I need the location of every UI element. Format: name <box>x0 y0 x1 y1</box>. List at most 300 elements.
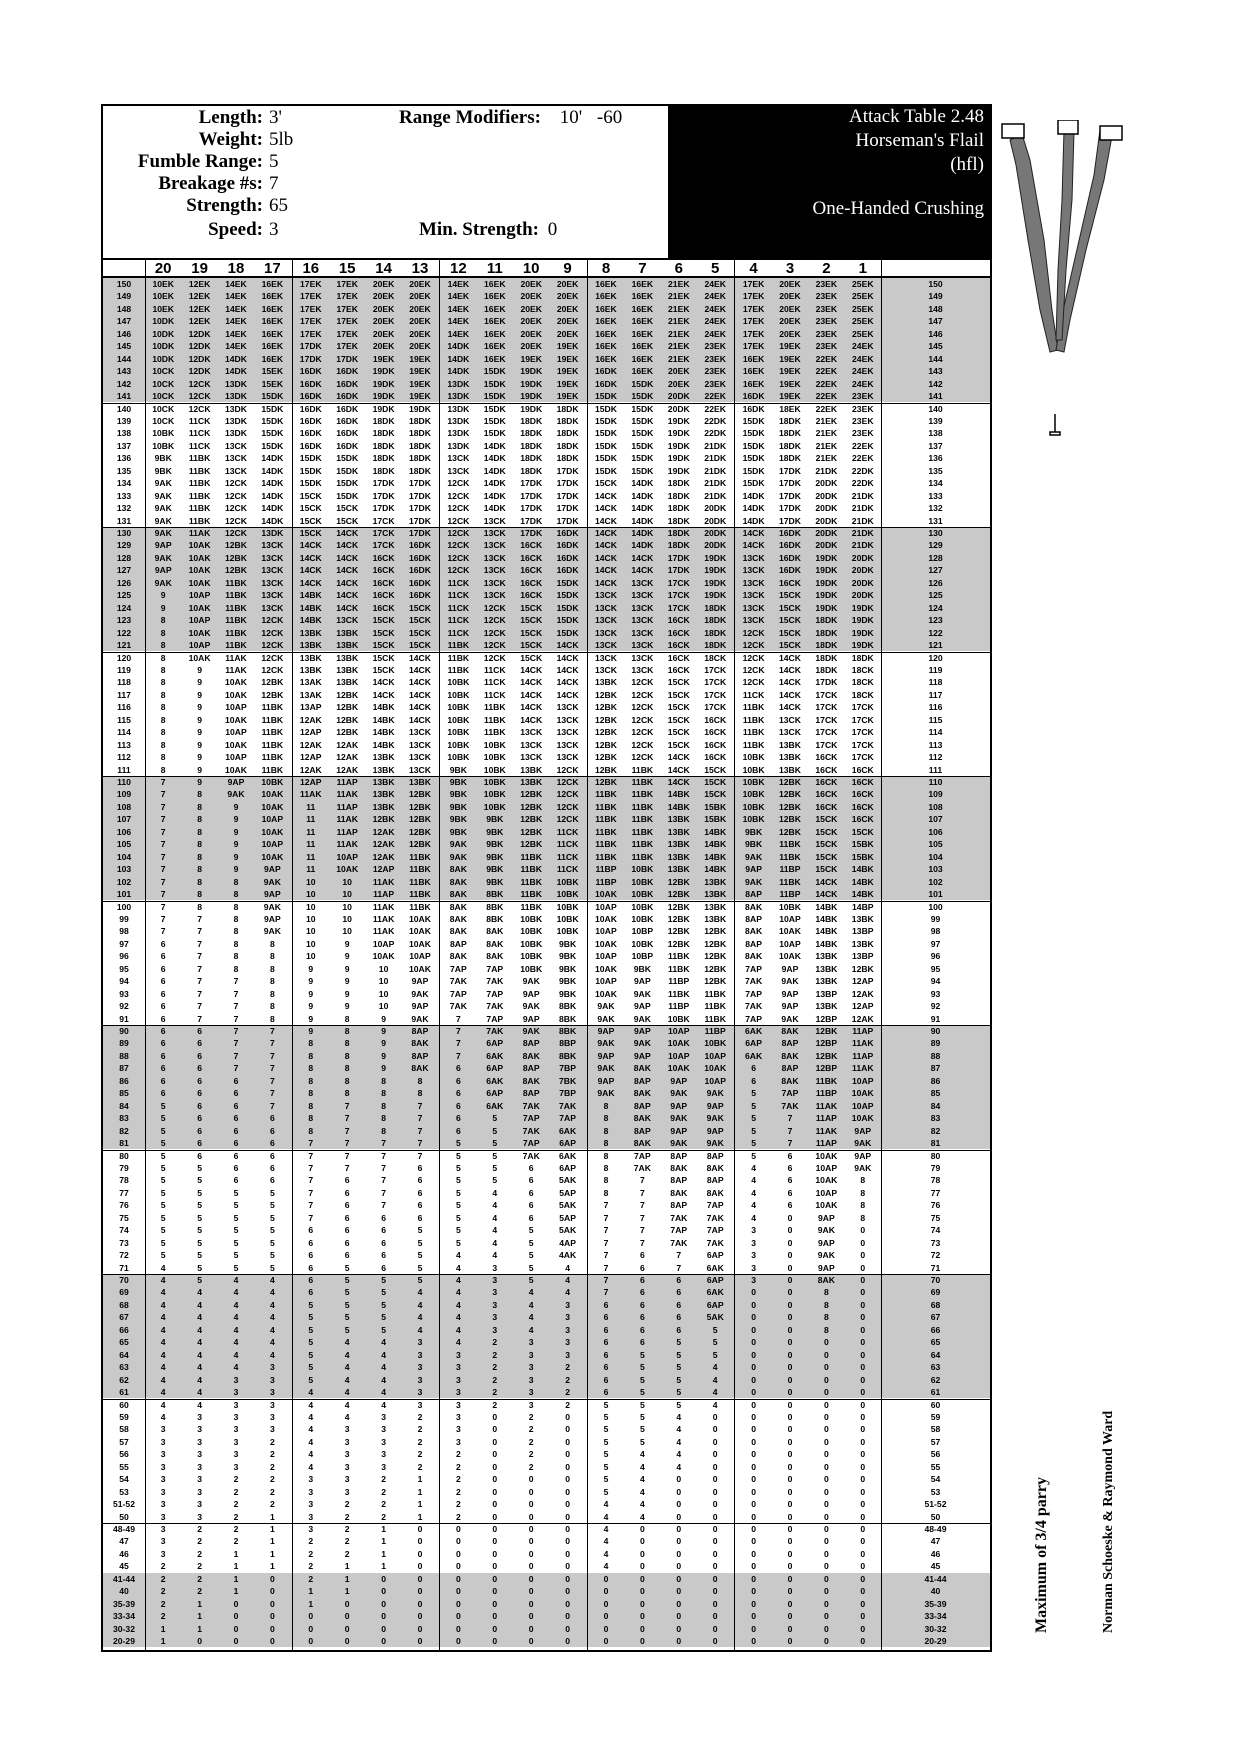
result-cell: 7 <box>639 1225 645 1236</box>
result-cell: 0 <box>787 1573 793 1584</box>
result-cell: 0 <box>787 1312 793 1323</box>
result-cell: 7 <box>639 1200 645 1211</box>
result-cell: 0 <box>492 1449 498 1460</box>
result-cell: 0 <box>233 1636 239 1647</box>
result-cell: 14BK <box>704 851 727 862</box>
result-cell: 1 <box>160 1623 166 1634</box>
result-cell: 21EK <box>668 316 690 327</box>
result-cell: 14DK <box>225 366 247 377</box>
result-cell: 0 <box>492 1511 498 1522</box>
result-cell: 9AK <box>633 1013 651 1024</box>
table-row <box>103 1374 990 1386</box>
result-cell: 11BK <box>595 851 617 862</box>
result-cell: 2 <box>160 1561 166 1572</box>
result-cell: 9 <box>344 951 350 962</box>
result-cell: 12CK <box>631 677 654 688</box>
result-cell: 11CK <box>556 839 579 850</box>
result-cell: 17DK <box>556 478 579 489</box>
result-cell: 6AP <box>745 1038 762 1049</box>
result-cell: 13CK <box>779 727 801 738</box>
result-cell: 8 <box>603 1150 609 1161</box>
result-cell: 0 <box>751 1362 756 1373</box>
result-cell: 0 <box>308 1611 314 1622</box>
result-cell: 0 <box>603 1598 609 1609</box>
result-cell: 17EK <box>742 279 765 289</box>
result-cell: 13BK <box>372 764 395 775</box>
result-cell: 18DK <box>372 428 395 439</box>
result-cell: 9AK <box>154 577 172 588</box>
result-cell: 18DK <box>372 415 395 426</box>
fumble-row <box>103 150 279 174</box>
result-cell: 15CK <box>520 652 543 663</box>
result-cell: 13BK <box>704 889 727 900</box>
result-cell: 11AP <box>373 889 395 900</box>
result-cell: 2 <box>269 1461 275 1472</box>
result-cell: 7AP <box>559 1113 576 1124</box>
result-cell: 16CK <box>667 640 690 651</box>
result-cell: 22EK <box>852 440 874 451</box>
result-cell: 15CK <box>520 615 543 626</box>
result-cell: 19EK <box>556 378 579 389</box>
result-cell: 8 <box>603 1113 609 1124</box>
result-cell: 24EK <box>852 378 874 389</box>
table-row <box>103 1112 990 1124</box>
result-cell: 18DK <box>372 453 395 464</box>
result-cell: 18DK <box>520 440 543 451</box>
result-cell: 12CK <box>483 652 506 663</box>
result-cell: 19EK <box>520 353 542 364</box>
result-cell: 0 <box>565 1536 570 1547</box>
result-cell: 18DK <box>520 465 543 476</box>
result-cell: 11BK <box>261 702 284 713</box>
result-cell: 4AK <box>558 1250 577 1261</box>
result-cell: 7 <box>197 976 202 987</box>
result-cell: 11BK <box>225 615 247 626</box>
roll-cell: 86 <box>119 1075 129 1086</box>
result-cell: 5 <box>381 1299 386 1310</box>
roll-cell-right: 98 <box>930 926 941 937</box>
result-cell: 11CK <box>556 864 579 875</box>
result-cell: 10BK <box>556 913 579 924</box>
result-cell: 16EK <box>595 303 617 314</box>
result-cell: 15CK <box>667 689 690 700</box>
result-cell: 9 <box>381 1026 386 1036</box>
result-cell: 7AK <box>449 976 467 987</box>
result-cell: 10BK <box>447 739 470 750</box>
result-cell: 22EK <box>815 366 838 377</box>
breakage-value: 7 <box>269 173 279 194</box>
result-cell: 16EK <box>595 279 617 289</box>
result-cell: 7AP <box>670 1225 688 1236</box>
result-cell: 0 <box>860 1262 866 1273</box>
result-cell: 5 <box>344 1324 350 1335</box>
result-cell: 3 <box>455 1411 461 1422</box>
result-cell: 10AP <box>188 640 211 651</box>
table-row <box>103 1137 990 1149</box>
result-cell: 10AK <box>409 963 431 974</box>
result-cell: 2 <box>565 1399 570 1410</box>
result-cell: 11 <box>306 814 316 825</box>
result-cell: 19EK <box>372 353 395 364</box>
result-cell: 5 <box>603 1486 609 1497</box>
column-header: 14 <box>375 260 392 277</box>
roll-cell-right: 50 <box>930 1511 941 1522</box>
result-cell: 13BK <box>815 976 838 987</box>
result-cell: 21EK <box>668 291 690 302</box>
result-cell: 5 <box>160 1200 166 1211</box>
result-cell: 24EK <box>704 279 726 289</box>
result-cell: 20DK <box>815 490 838 501</box>
result-cell: 8AP <box>706 1150 724 1161</box>
result-cell: 2 <box>197 1573 202 1584</box>
row-group-divider <box>103 1523 990 1524</box>
result-cell: 9AK <box>597 1001 615 1012</box>
roll-cell: 116 <box>117 702 131 713</box>
result-cell: 24EK <box>704 328 726 339</box>
result-cell: 0 <box>751 1349 756 1360</box>
result-cell: 14CK <box>815 889 838 900</box>
result-cell: 1 <box>233 1573 239 1584</box>
result-cell: 4 <box>751 1187 756 1198</box>
result-cell: 16DK <box>299 403 322 414</box>
result-cell: 0 <box>787 1461 793 1472</box>
result-cell: 9AK <box>854 1138 872 1149</box>
result-cell: 11AK <box>815 1125 838 1136</box>
result-cell: 7AP <box>486 963 504 974</box>
result-cell: 1 <box>381 1536 386 1547</box>
result-cell: 16DK <box>336 378 359 389</box>
result-cell: 17DK <box>336 353 359 364</box>
result-cell: 2 <box>269 1449 275 1460</box>
result-cell: 7 <box>160 864 166 875</box>
result-cell: 15DK <box>595 428 617 439</box>
result-cell: 10AP <box>852 1075 874 1086</box>
roll-cell-right: 40 <box>930 1586 941 1597</box>
result-cell: 5 <box>344 1299 350 1310</box>
result-cell: 7AK <box>558 1100 577 1111</box>
roll-cell-right: 95 <box>930 963 941 974</box>
result-cell: 16CK <box>372 552 395 563</box>
roll-cell-right: 135 <box>928 465 943 476</box>
result-cell: 16DK <box>299 366 322 377</box>
result-cell: 8AK <box>486 951 504 962</box>
result-cell: 11CK <box>188 440 211 451</box>
row-group-divider <box>103 652 990 653</box>
result-cell: 9 <box>233 801 239 812</box>
result-cell: 21DK <box>704 465 727 476</box>
result-cell: 11BK <box>779 839 801 850</box>
table-row <box>103 1037 990 1049</box>
result-cell: 3 <box>751 1237 756 1248</box>
result-cell: 19EK <box>556 366 579 377</box>
result-cell: 10AK <box>225 677 247 688</box>
result-cell: 16EK <box>484 279 506 289</box>
result-cell: 11AK <box>336 839 358 850</box>
result-cell: 16DK <box>336 428 359 439</box>
result-cell: 10BK <box>520 938 543 949</box>
result-cell: 12BK <box>336 689 359 700</box>
roll-cell-right: 79 <box>930 1162 941 1173</box>
result-cell: 17DK <box>779 490 801 501</box>
result-cell: 8 <box>197 801 202 812</box>
result-cell: 22EK <box>815 391 838 402</box>
result-cell: 4 <box>269 1349 275 1360</box>
result-cell: 9BK <box>558 988 577 999</box>
result-cell: 8AK <box>670 1162 688 1173</box>
result-cell: 14BK <box>851 889 874 900</box>
result-cell: 19EK <box>779 366 801 377</box>
result-cell: 15DK <box>261 403 284 414</box>
result-cell: 0 <box>787 1449 793 1460</box>
result-cell: 7AP <box>450 963 467 974</box>
result-cell: 10AK <box>409 938 431 949</box>
result-cell: 17DK <box>779 503 801 514</box>
result-cell: 7AK <box>633 1162 651 1173</box>
result-cell: 0 <box>639 1548 645 1559</box>
result-cell: 8 <box>603 1162 609 1173</box>
result-cell: 9AK <box>706 1113 724 1124</box>
result-cell: 12BK <box>336 702 359 713</box>
roll-cell: 68 <box>119 1299 129 1310</box>
result-cell: 0 <box>676 1511 682 1522</box>
result-cell: 15CK <box>372 615 395 626</box>
result-cell: 5 <box>639 1411 645 1422</box>
result-cell: 6 <box>197 1063 202 1074</box>
result-cell: 0 <box>751 1324 756 1335</box>
result-cell: 18DK <box>409 465 431 476</box>
result-cell: 16CK <box>520 577 543 588</box>
result-cell: 20EK <box>372 316 395 327</box>
result-cell: 4 <box>233 1362 239 1373</box>
result-cell: 9AP <box>264 889 281 900</box>
result-cell: 11BK <box>704 1013 726 1024</box>
result-cell: 9 <box>197 777 202 787</box>
result-cell: 11AP <box>815 1113 837 1124</box>
result-cell: 17DK <box>409 478 431 489</box>
table-row <box>103 403 990 415</box>
result-cell: 11BK <box>188 453 211 464</box>
result-cell: 13DK <box>447 378 470 389</box>
result-cell: 10AK <box>188 627 211 638</box>
result-cell: 0 <box>381 1573 386 1584</box>
result-cell: 8AK <box>449 926 467 937</box>
result-cell: 3 <box>344 1449 350 1460</box>
result-cell: 0 <box>823 1474 829 1485</box>
result-cell: 9AP <box>670 1075 688 1086</box>
result-cell: 4 <box>417 1324 423 1335</box>
result-cell: 6 <box>676 1312 682 1323</box>
result-cell: 19EK <box>779 391 801 402</box>
result-cell: 0 <box>751 1312 756 1323</box>
roll-cell: 76 <box>119 1200 129 1211</box>
result-cell: 4 <box>492 1225 498 1236</box>
roll-cell-right: 92 <box>930 1001 941 1012</box>
result-cell: 9AK <box>854 1162 872 1173</box>
result-cell: 10AK <box>815 1150 838 1161</box>
result-cell: 0 <box>492 1636 498 1647</box>
result-cell: 19DK <box>667 440 690 451</box>
result-cell: 5AK <box>706 1312 724 1323</box>
result-cell: 12AK <box>372 839 395 850</box>
result-cell: 7 <box>417 1100 423 1111</box>
result-cell: 9AP <box>745 864 762 875</box>
result-cell: 0 <box>712 1573 718 1584</box>
result-cell: 14BK <box>372 739 395 750</box>
table-row <box>103 1386 990 1398</box>
result-cell: 14CK <box>299 565 322 576</box>
roll-cell-right: 138 <box>928 428 943 439</box>
result-cell: 2 <box>233 1474 239 1485</box>
result-cell: 13CK <box>595 664 617 675</box>
result-cell: 6 <box>344 1175 350 1186</box>
result-cell: 14DK <box>742 490 765 501</box>
result-cell: 5 <box>417 1237 423 1248</box>
result-cell: 2 <box>233 1511 239 1522</box>
result-cell: 0 <box>233 1623 239 1634</box>
result-cell: 12AK <box>372 826 395 837</box>
result-cell: 4 <box>197 1362 202 1373</box>
result-cell: 14CK <box>336 540 359 551</box>
result-cell: 8AK <box>486 938 504 949</box>
result-cell: 1 <box>197 1611 202 1622</box>
result-cell: 9AP <box>411 1001 429 1012</box>
result-cell: 13BK <box>779 752 801 763</box>
roll-cell-right: 89 <box>930 1038 941 1049</box>
result-cell: 15CK <box>815 864 838 875</box>
result-cell: 9BK <box>449 801 467 812</box>
result-cell: 15CK <box>409 602 431 613</box>
result-cell: 5 <box>308 1337 314 1348</box>
result-cell: 9 <box>381 1063 386 1074</box>
roll-cell: 111 <box>117 764 131 775</box>
result-cell: 20EK <box>520 341 542 352</box>
result-cell: 2 <box>528 1461 534 1472</box>
result-cell: 10BK <box>742 789 765 800</box>
result-cell: 4 <box>197 1324 202 1335</box>
result-cell: 16EK <box>484 341 506 352</box>
table-row <box>103 963 990 975</box>
result-cell: 8AP <box>745 913 762 924</box>
result-cell: 13BK <box>851 913 874 924</box>
result-cell: 2 <box>528 1436 534 1447</box>
roll-cell-right: 147 <box>928 316 943 327</box>
result-cell: 9 <box>233 839 239 850</box>
result-cell: 17EK <box>300 291 322 302</box>
result-cell: 9BK <box>744 826 763 837</box>
result-cell: 5AK <box>558 1225 577 1236</box>
result-cell: 12AK <box>851 988 874 999</box>
result-cell: 0 <box>751 1524 756 1534</box>
result-cell: 15DK <box>742 465 765 476</box>
roll-cell-right: 107 <box>928 814 943 825</box>
result-cell: 1 <box>233 1548 239 1559</box>
result-cell: 0 <box>344 1636 350 1647</box>
result-cell: 6 <box>528 1175 534 1186</box>
range-distance: 10' <box>559 107 583 128</box>
result-cell: 10BK <box>447 677 470 688</box>
result-cell: 0 <box>676 1561 682 1572</box>
result-cell: 0 <box>751 1561 756 1572</box>
result-cell: 9BK <box>744 839 763 850</box>
result-cell: 13CK <box>631 615 654 626</box>
result-cell: 12CK <box>188 378 211 389</box>
table-row <box>103 664 990 676</box>
result-cell: 9BK <box>449 777 467 787</box>
result-cell: 5 <box>492 1138 498 1149</box>
table-row <box>103 901 990 913</box>
result-cell: 5 <box>603 1411 609 1422</box>
roll-cell-right: 72 <box>930 1250 941 1261</box>
result-cell: 5 <box>233 1200 239 1211</box>
speed-value: 3 <box>269 219 279 240</box>
result-cell: 19DK <box>667 453 690 464</box>
result-cell: 15DK <box>336 453 359 464</box>
result-cell: 12AK <box>372 851 395 862</box>
roll-cell: 69 <box>119 1287 129 1298</box>
result-cell: 10 <box>378 988 389 999</box>
roll-cell: 35-39 <box>113 1598 135 1609</box>
result-cell: 0 <box>197 1636 202 1647</box>
attack-table-frame <box>101 104 992 1652</box>
result-cell: 9AK <box>781 1013 799 1024</box>
result-cell: 12AK <box>299 739 322 750</box>
result-cell: 7AK <box>706 1212 724 1223</box>
result-cell: 5 <box>528 1275 534 1285</box>
result-cell: 4 <box>455 1262 461 1273</box>
result-cell: 18DK <box>779 440 801 451</box>
result-cell: 2 <box>160 1598 166 1609</box>
result-cell: 4 <box>492 1187 498 1198</box>
result-cell: 12BK <box>520 826 543 837</box>
result-cell: 17CK <box>704 702 727 713</box>
result-cell: 5 <box>639 1374 645 1385</box>
result-cell: 0 <box>823 1548 829 1559</box>
result-cell: 14CK <box>409 664 431 675</box>
result-cell: 4 <box>676 1411 682 1422</box>
result-cell: 5 <box>455 1187 461 1198</box>
result-cell: 17CK <box>372 540 395 551</box>
result-cell: 9AP <box>818 1212 835 1223</box>
result-cell: 0 <box>492 1548 498 1559</box>
result-cell: 5 <box>233 1187 239 1198</box>
result-cell: 15DK <box>742 440 765 451</box>
result-cell: 0 <box>565 1499 570 1510</box>
result-cell: 3 <box>269 1399 275 1410</box>
result-cell: 0 <box>751 1411 756 1422</box>
result-cell: 5 <box>233 1250 239 1261</box>
result-cell: 19DK <box>851 640 874 651</box>
result-cell: 8 <box>381 1113 386 1124</box>
result-cell: 5 <box>492 1175 498 1186</box>
result-cell: 6 <box>233 1113 239 1124</box>
result-cell: 0 <box>528 1623 534 1634</box>
result-cell: 2 <box>197 1536 202 1547</box>
result-cell: 8 <box>308 1125 314 1136</box>
column-header: 3 <box>785 260 795 277</box>
table-title: Attack Table 2.48 <box>849 106 984 127</box>
result-cell: 6 <box>160 1013 166 1024</box>
result-cell: 7AK <box>522 1100 540 1111</box>
table-row <box>103 527 990 539</box>
result-cell: 9AK <box>154 515 172 526</box>
result-cell: 17EK <box>336 291 358 302</box>
table-row <box>103 589 990 601</box>
result-cell: 9AK <box>263 901 281 912</box>
result-cell: 3 <box>455 1374 461 1385</box>
result-cell: 14BK <box>299 602 322 613</box>
result-cell: 11CK <box>447 602 470 613</box>
roll-cell: 138 <box>116 428 132 439</box>
